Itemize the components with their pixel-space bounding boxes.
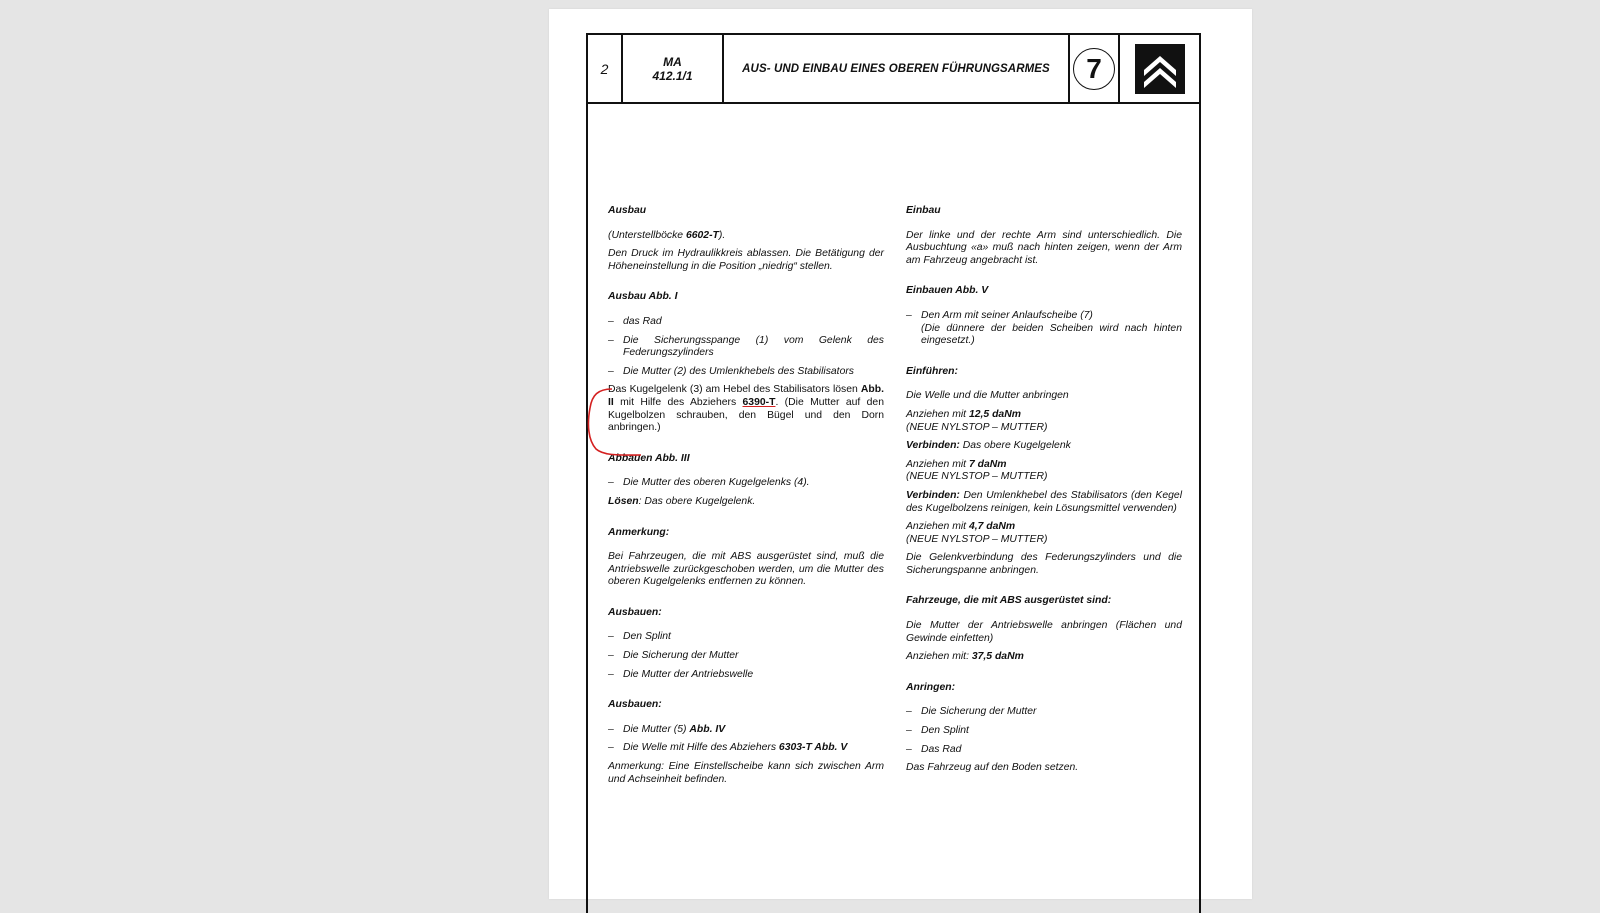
list-item: – Den Splint <box>906 725 969 737</box>
boden-text: Das Fahrzeug auf den Boden setzen. <box>906 762 1079 774</box>
list-item: – Die Sicherung der Mutter <box>906 706 1037 718</box>
abb5-heading: Einbauen Abb. V <box>906 285 989 297</box>
abb3-heading: Abbauen Abb. III <box>608 452 690 464</box>
anziehen4-text: Anziehen mit: 37,5 daNm <box>906 651 1024 663</box>
list-item: – Das Rad <box>906 743 962 755</box>
tool-6390-underlined: 6390-T <box>742 396 776 408</box>
anziehen3-text: Anziehen mit 4,7 daNm (NEUE NYLSTOP – MUTTER) <box>906 521 1048 545</box>
einbau-heading: Einbau <box>906 205 941 216</box>
list-item: – Die Mutter (2) des Umlenkhebels des Stabilisators <box>608 365 854 377</box>
code-line1: MA <box>663 54 682 69</box>
anziehen2-text: Anziehen mit 7 daNm (NEUE NYLSTOP – MUTTER) <box>906 458 1048 483</box>
verbinden2-text: Verbinden: Den Umlenkhebel des Stabilisators (den Kegel des Kugelbolzens reinigen, kein Lösungsmittel verwenden) <box>906 489 1182 514</box>
abb1-heading: Ausbau Abb. I <box>608 291 678 303</box>
ausbauen1-heading: Ausbauen: <box>608 606 662 618</box>
page-number: 2 <box>588 35 623 102</box>
page-header <box>588 35 1199 104</box>
kugelgelenk-text: Das Kugelgelenk (3) am Hebel des Stabilisators lösen Abb. II mit Hilfe des Abziehers 6390-T. (Die Mutter auf den Kugelbolzen schrauben, den Bügel und den Dorn anbringen.) <box>608 384 884 434</box>
list-item: – Die Welle mit Hilfe des Abziehers 6303-T Abb. V <box>608 742 848 754</box>
einfuehren-heading: Einführen: <box>906 365 958 377</box>
einbau-text: Der linke und der rechte Arm sind unterschiedlich. Die Ausbuchtung «a» muß nach hinten zeigen, wenn der Arm am Fahrzeug angebracht ist. <box>906 229 1182 266</box>
list-item: – das Rad <box>608 315 662 327</box>
document-code <box>623 35 724 102</box>
right-column <box>906 205 1182 781</box>
list-item: – Die Mutter des oberen Kugelgelenks (4). <box>608 477 810 489</box>
list-item: – Den Splint <box>608 631 671 643</box>
document-title: AUS- UND EINBAU EINES OBEREN FÜHRUNGSARMES <box>724 35 1070 102</box>
anmerkung-text: Bei Fahrzeugen, die mit ABS ausgerüstet sind, muß die Antriebswelle zurückgeschoben werden, um die Mutter des oberen Kugelgelenks entfernen zu können. <box>608 551 884 588</box>
anmerkung-heading: Anmerkung: <box>608 526 670 538</box>
abs-text: Die Mutter der Antriebswelle anbringen (Flächen und Gewinde einfetten) <box>906 620 1182 644</box>
druck-text: Den Druck im Hydraulikkreis ablassen. Die Betätigung der Höheneinstellung in die Position „niedrig“ stellen. <box>608 248 884 272</box>
abs-heading: Fahrzeuge, die mit ABS ausgerüstet sind: <box>906 595 1112 607</box>
citroen-logo-icon <box>1135 44 1185 94</box>
section-number: 7 <box>1073 48 1115 90</box>
list-item: – Die Mutter der Antriebswelle <box>608 668 754 680</box>
anziehen1-text: Anziehen mit 12,5 daNm (NEUE NYLSTOP – MUTTER) <box>906 408 1048 433</box>
loesen-text: Lösen: Das obere Kugelgelenk. <box>608 495 756 507</box>
anringen-heading: Anringen: <box>906 681 956 693</box>
list-item: – Den Arm mit seiner Anlaufscheibe (7) (Die dünnere der beiden Scheiben wird nach hinten eingesetzt.) <box>906 309 1182 347</box>
left-column <box>608 205 884 792</box>
list-item: – Die Sicherung der Mutter <box>608 650 739 662</box>
logo-cell <box>1120 35 1199 102</box>
code-line2: 412.1/1 <box>652 68 693 83</box>
ausbauen2-heading: Ausbauen: <box>608 699 662 711</box>
verbinden1-text: Verbinden: Das obere Kugelgelenk <box>906 440 1071 452</box>
gelenk-text: Die Gelenkverbindung des Federungszylinders und die Sicherungspanne anbringen. <box>906 552 1182 576</box>
unterstell-text: (Unterstellböcke 6602-T). <box>608 229 726 241</box>
document-page <box>549 9 1252 899</box>
list-item: – Die Mutter (5) Abb. IV <box>608 723 726 735</box>
welle-mutter-text: Die Welle und die Mutter anbringen <box>906 390 1069 402</box>
ausbau-heading: Ausbau <box>608 205 647 216</box>
page-frame <box>586 33 1201 913</box>
anmerkung2-text: Anmerkung: Eine Einstellscheibe kann sich zwischen Arm und Achseinheit befinden. <box>608 761 884 785</box>
list-item: – Die Sicherungsspange (1) vom Gelenk des Federungszylinders <box>608 334 884 359</box>
section-number-cell <box>1070 35 1120 102</box>
